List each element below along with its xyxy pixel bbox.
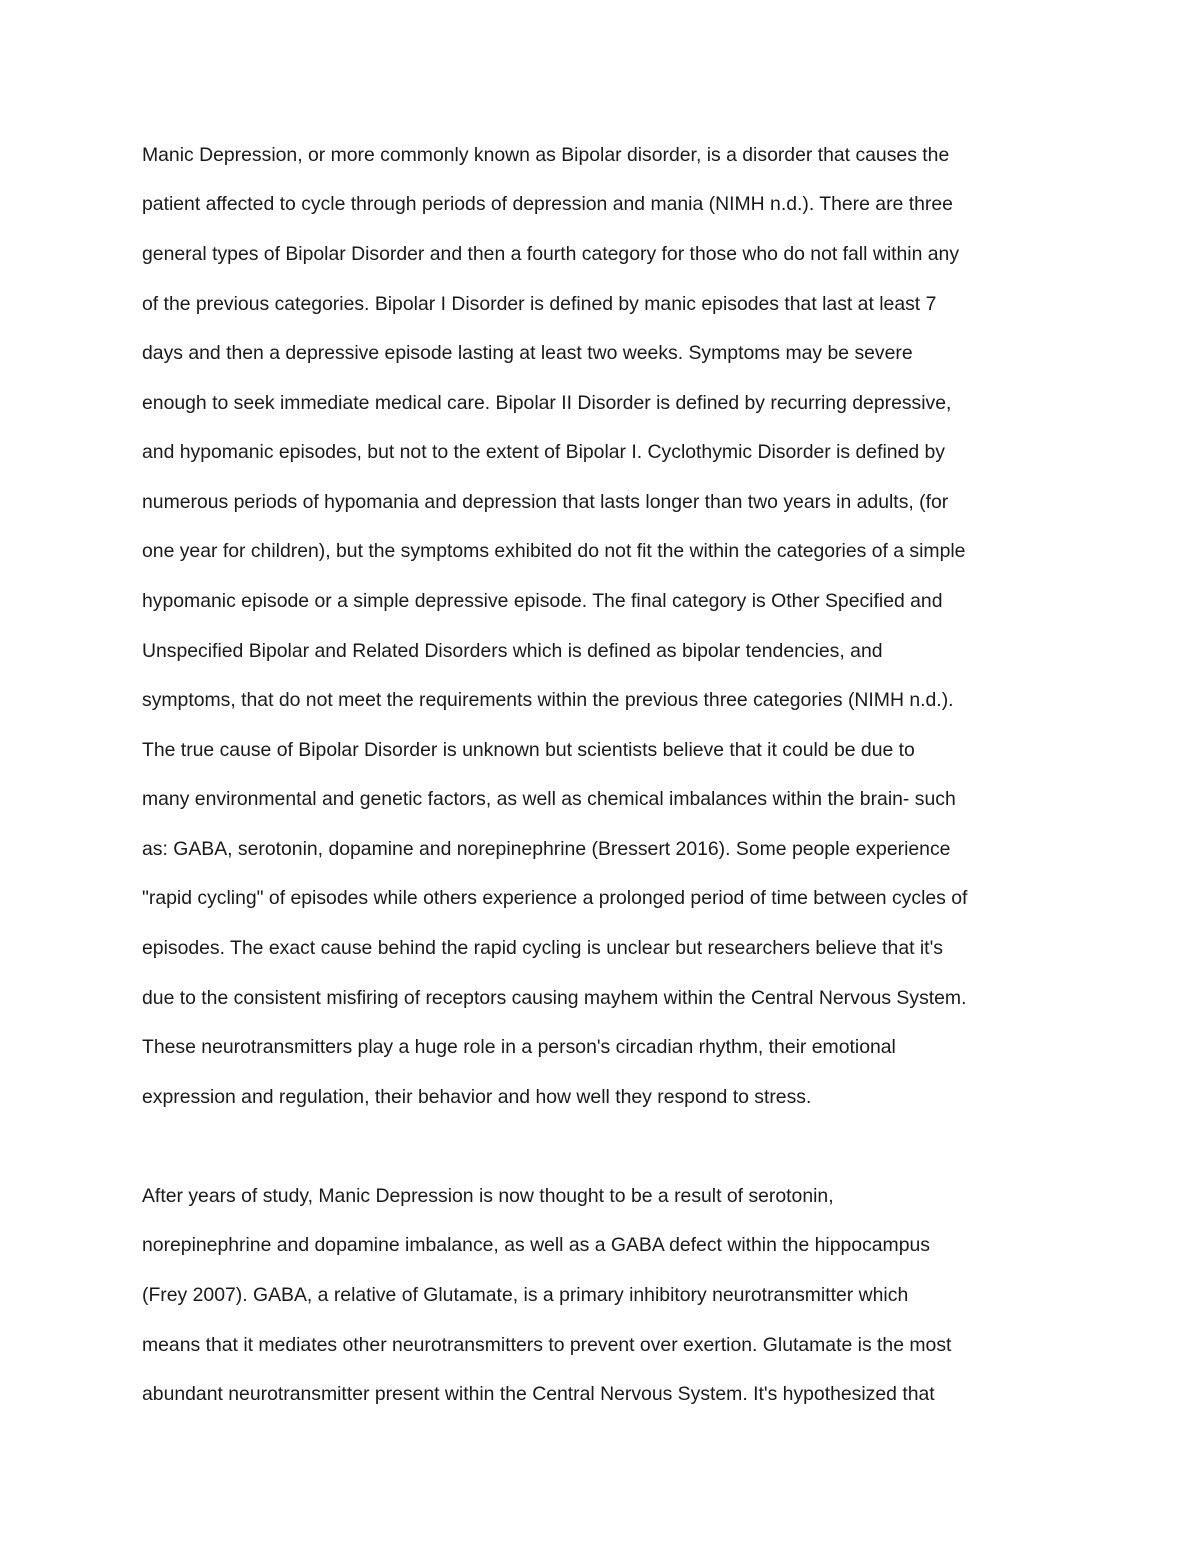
paragraph-1-line-18: due to the consistent misfiring of receptors causing mayhem within the Central Nervous System. <box>142 987 967 1009</box>
paragraph-2-line-1: After years of study, Manic Depression is now thought to be a result of serotonin, <box>142 1185 834 1207</box>
paragraph-1-line-20: expression and regulation, their behavior and how well they respond to stress. <box>142 1086 812 1108</box>
paragraph-1-line-19: These neurotransmitters play a huge role in a person's circadian rhythm, their emotional <box>142 1036 896 1058</box>
paragraph-1-line-15: as: GABA, serotonin, dopamine and norepinephrine (Bressert 2016). Some people experience <box>142 838 951 860</box>
paragraph-1-line-4: of the previous categories. Bipolar I Disorder is defined by manic episodes that last at least 7 <box>142 293 937 315</box>
paragraph-1-line-11: Unspecified Bipolar and Related Disorders which is defined as bipolar tendencies, and <box>142 640 883 662</box>
paragraph-1-line-13: The true cause of Bipolar Disorder is unknown but scientists believe that it could be due to <box>142 739 915 761</box>
paragraph-1-line-16: "rapid cycling" of episodes while others experience a prolonged period of time between cycles of <box>142 887 968 909</box>
paragraph-2-line-4: means that it mediates other neurotransmitters to prevent over exertion. Glutamate is the most <box>142 1334 952 1356</box>
paragraph-2-line-3: (Frey 2007). GABA, a relative of Glutamate, is a primary inhibitory neurotransmitter which <box>142 1284 909 1306</box>
paragraph-1-line-7: and hypomanic episodes, but not to the extent of Bipolar I. Cyclothymic Disorder is defined by <box>142 441 945 463</box>
paragraph-2-line-2: norepinephrine and dopamine imbalance, as well as a GABA defect within the hippocampus <box>142 1234 930 1256</box>
paragraph-1-line-12: symptoms, that do not meet the requirements within the previous three categories (NIMH n.d.). <box>142 689 954 711</box>
paragraph-1-line-5: days and then a depressive episode lasting at least two weeks. Symptoms may be severe <box>142 342 913 364</box>
paragraph-1-line-8: numerous periods of hypomania and depression that lasts longer than two years in adults, (for <box>142 491 949 513</box>
paragraph-1-line-14: many environmental and genetic factors, as well as chemical imbalances within the brain- such <box>142 788 956 810</box>
paragraph-1-line-2: patient affected to cycle through periods of depression and mania (NIMH n.d.). There are three <box>142 193 953 215</box>
paragraph-1-line-6: enough to seek immediate medical care. Bipolar II Disorder is defined by recurring depressive, <box>142 392 952 414</box>
paragraph-1-line-1: Manic Depression, or more commonly known as Bipolar disorder, is a disorder that causes the <box>142 144 950 166</box>
paragraph-1-line-17: episodes. The exact cause behind the rapid cycling is unclear but researchers believe that it's <box>142 937 943 959</box>
paragraph-1-line-10: hypomanic episode or a simple depressive episode. The final category is Other Specified and <box>142 590 943 612</box>
paragraph-1-line-3: general types of Bipolar Disorder and then a fourth category for those who do not fall within any <box>142 243 960 265</box>
paragraph-1-line-9: one year for children), but the symptoms exhibited do not fit the within the categories of a simple <box>142 540 966 562</box>
paragraph-2-line-5: abundant neurotransmitter present within the Central Nervous System. It's hypothesized that <box>142 1383 935 1405</box>
